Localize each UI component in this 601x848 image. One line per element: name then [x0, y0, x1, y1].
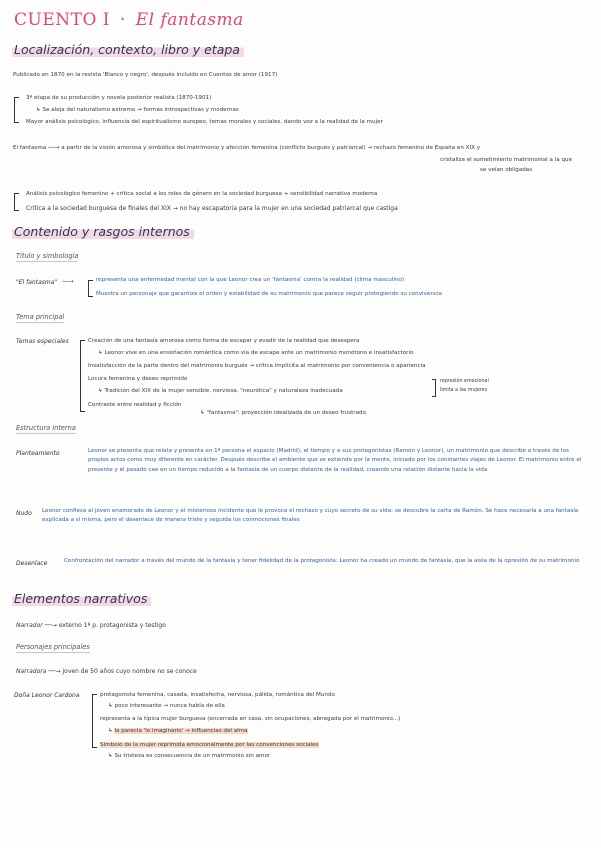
narrador-row: Narrador ──→ externo 1ª p. protagonista y testigo [16, 622, 166, 629]
title-subtitle: El fantasma [135, 10, 244, 30]
bracket [80, 340, 85, 412]
intro-text: Publicado en 1870 en la revista 'Blanco y negro', después incluido en Cuentos de amor (1917) [13, 72, 278, 78]
fantasma-quote-label: "El fantasma" [16, 279, 58, 286]
tema-1-sub: ↳ Leonor vive en una ensoñación romántica como vía de escape ante un matrimonio monótono e insatisfactorio [98, 350, 414, 356]
leonor-2: representa a la típica mujer burguesa (encerrada en casa, sin ocupaciones, abnegada por el matrimonio...) [100, 716, 401, 722]
leonor-3-sub: ↳ Su tristeza es consecuencia de un matrimonio sin amor [108, 753, 271, 759]
tema-3-sub: ↳ Tradición del XIX de la mujer sensible, nerviosa, "neurótica" y naturaleza inadecuada [98, 388, 343, 394]
tema-2: Insatisfacción de la parte dentro del matrimonio burgués → crítica implícita al matrimonio por conveniencia o apariencia [88, 363, 426, 369]
bullet-etapa: 3ª etapa de su producción y novela posterior realista (1870-1901) [26, 95, 212, 101]
section-heading-context: Localización, contexto, libro y etapa [12, 42, 244, 57]
subheading-personajes: Personajes principales [16, 643, 90, 651]
tema-3: Locura femenina y deseo reprimido [88, 376, 188, 382]
bracket [14, 97, 19, 123]
leonor-2-sub: ↳ la parecía 'lo imaginario' → influencias del alma [108, 728, 248, 734]
nudo-label: Nudo [16, 510, 32, 517]
fantasma-label: El fantasma [13, 145, 47, 151]
tema-3-note-1: represión emocional [440, 379, 489, 384]
conclusion-2: Crítica a la sociedad burguesa de finales del XIX → no hay escapatoria para la mujer en una sociedad patriarcal que castiga [26, 205, 398, 212]
conclusion-1: Análisis psicológico femenino + crítica social a los roles de género en la sociedad burguesa + sensibilidad narrativa moderna [26, 191, 378, 197]
desenlace-text: Confrontación del narrador a través del mundo de la fantasía y tener fidelidad de la protagonista: Leonor ha creado un mundo de fantasía, que la aisla de la opresión de su matrimonio [64, 558, 580, 564]
desenlace-label: Desenlace [16, 560, 48, 567]
tema-1: Creación de una fantasía amorosa como forma de escapar y evadir de la realidad que desespera [88, 338, 360, 344]
planteamiento-label: Planteamiento [16, 450, 60, 457]
section-heading-content: Contenido y rasgos internos [12, 224, 194, 239]
arrow-icon: ──→ [62, 279, 74, 285]
temas-label: Temas especiales [16, 338, 69, 345]
tema-4: Contraste entre realidad y ficción [88, 402, 182, 408]
narradora-row: Narradora ──→ joven de 50 años cuyo nombre no se conoce [16, 668, 197, 675]
bracket [14, 193, 19, 211]
fantasma-row: El fantasma ──→ a partir de la visión amorosa y simbólica del matrimonio y afección femenina (conflicto burgués y patriarcal) → rechazo femenino de España en XIX y [13, 145, 481, 151]
fantasma-quote-1: representa una enfermedad mental con la que Leonor crea un 'fantasma' contra la realidad (clima masculino) [96, 277, 405, 283]
title-separator: · [119, 10, 126, 30]
title-main: CUENTO I [14, 10, 111, 30]
leonor-label: Doña Leonor Cardona [14, 692, 80, 699]
narradora-label: Narradora [16, 668, 47, 675]
bracket [88, 280, 93, 297]
leonor-1: protagonista femenina, casada, insatisfecha, nerviosa, pálida, romántica del Mundo [100, 692, 335, 698]
planteamiento-text: Leonor se presenta que relata y presenta en 1ª persona el espacio (Madrid), el tiempo y a sus protagonistas (Ramón y Leonor), un matrimonio que describe a través de los propios actos como muy diferente en carácter. Después describe el ambiente que se extiende por la mente, iniciado por los constantes viajes de Leonor. El matrimonio entre el presente y el pasado cae en un tiempo reducido a la fantasía de un cuerpo distante de la realidad, creando una relación distante hacia la vida [88, 448, 582, 473]
page-title [14, 10, 244, 30]
subheading-tema: Tema principal [16, 313, 65, 321]
narrador-label: Narrador [16, 622, 43, 629]
bracket [92, 694, 97, 748]
bullet-etapa-sub: ↳ Se aleja del naturalismo extremo → formas introspectivas y modernas [36, 107, 239, 113]
fantasma-quote-2: Muestra un personaje que garantiza el orden y estabilidad de su matrimonio que parece seguir protegiendo su convivencia [96, 291, 442, 297]
fantasma-cont2: se veían obligadas [480, 167, 533, 173]
leonor-3: Símbolo de la mujer reprimida emocionalmente por las convenciones sociales [100, 742, 319, 748]
leonor-1-sub: ↳ poco interesante → nunca habla de ella [108, 703, 225, 709]
subheading-estructura: Estructura interna [16, 424, 76, 432]
bullet-analisis: Mayor análisis psicológico, influencia del espiritualismo europeo, temas morales y sociales, dando voz a la realidad de la mujer [26, 119, 383, 125]
tema-4-sub: ↳ "fantasma": proyección idealizada de un deseo frustrado [200, 410, 366, 416]
brace [432, 379, 436, 397]
nudo-text: Leonor confiesa al joven enamorado de Leonor y el misterioso incidente que le provoca el rechazo y cuyo secreto de su vida: se descubre la carta de Ramón. Se hace necesaria a una fantasía explicada a sí misma, pero el desenlace de manera triste y seguida los conmociones finales [42, 508, 579, 524]
section-heading-narrative: Elementos narrativos [12, 591, 151, 606]
fantasma-cont: cristaliza el sometimiento matrimonial a la que [440, 157, 573, 163]
tema-3-note-2: limita a las mujeres [440, 388, 488, 393]
subheading-titulo: Título y simbología [16, 252, 79, 260]
